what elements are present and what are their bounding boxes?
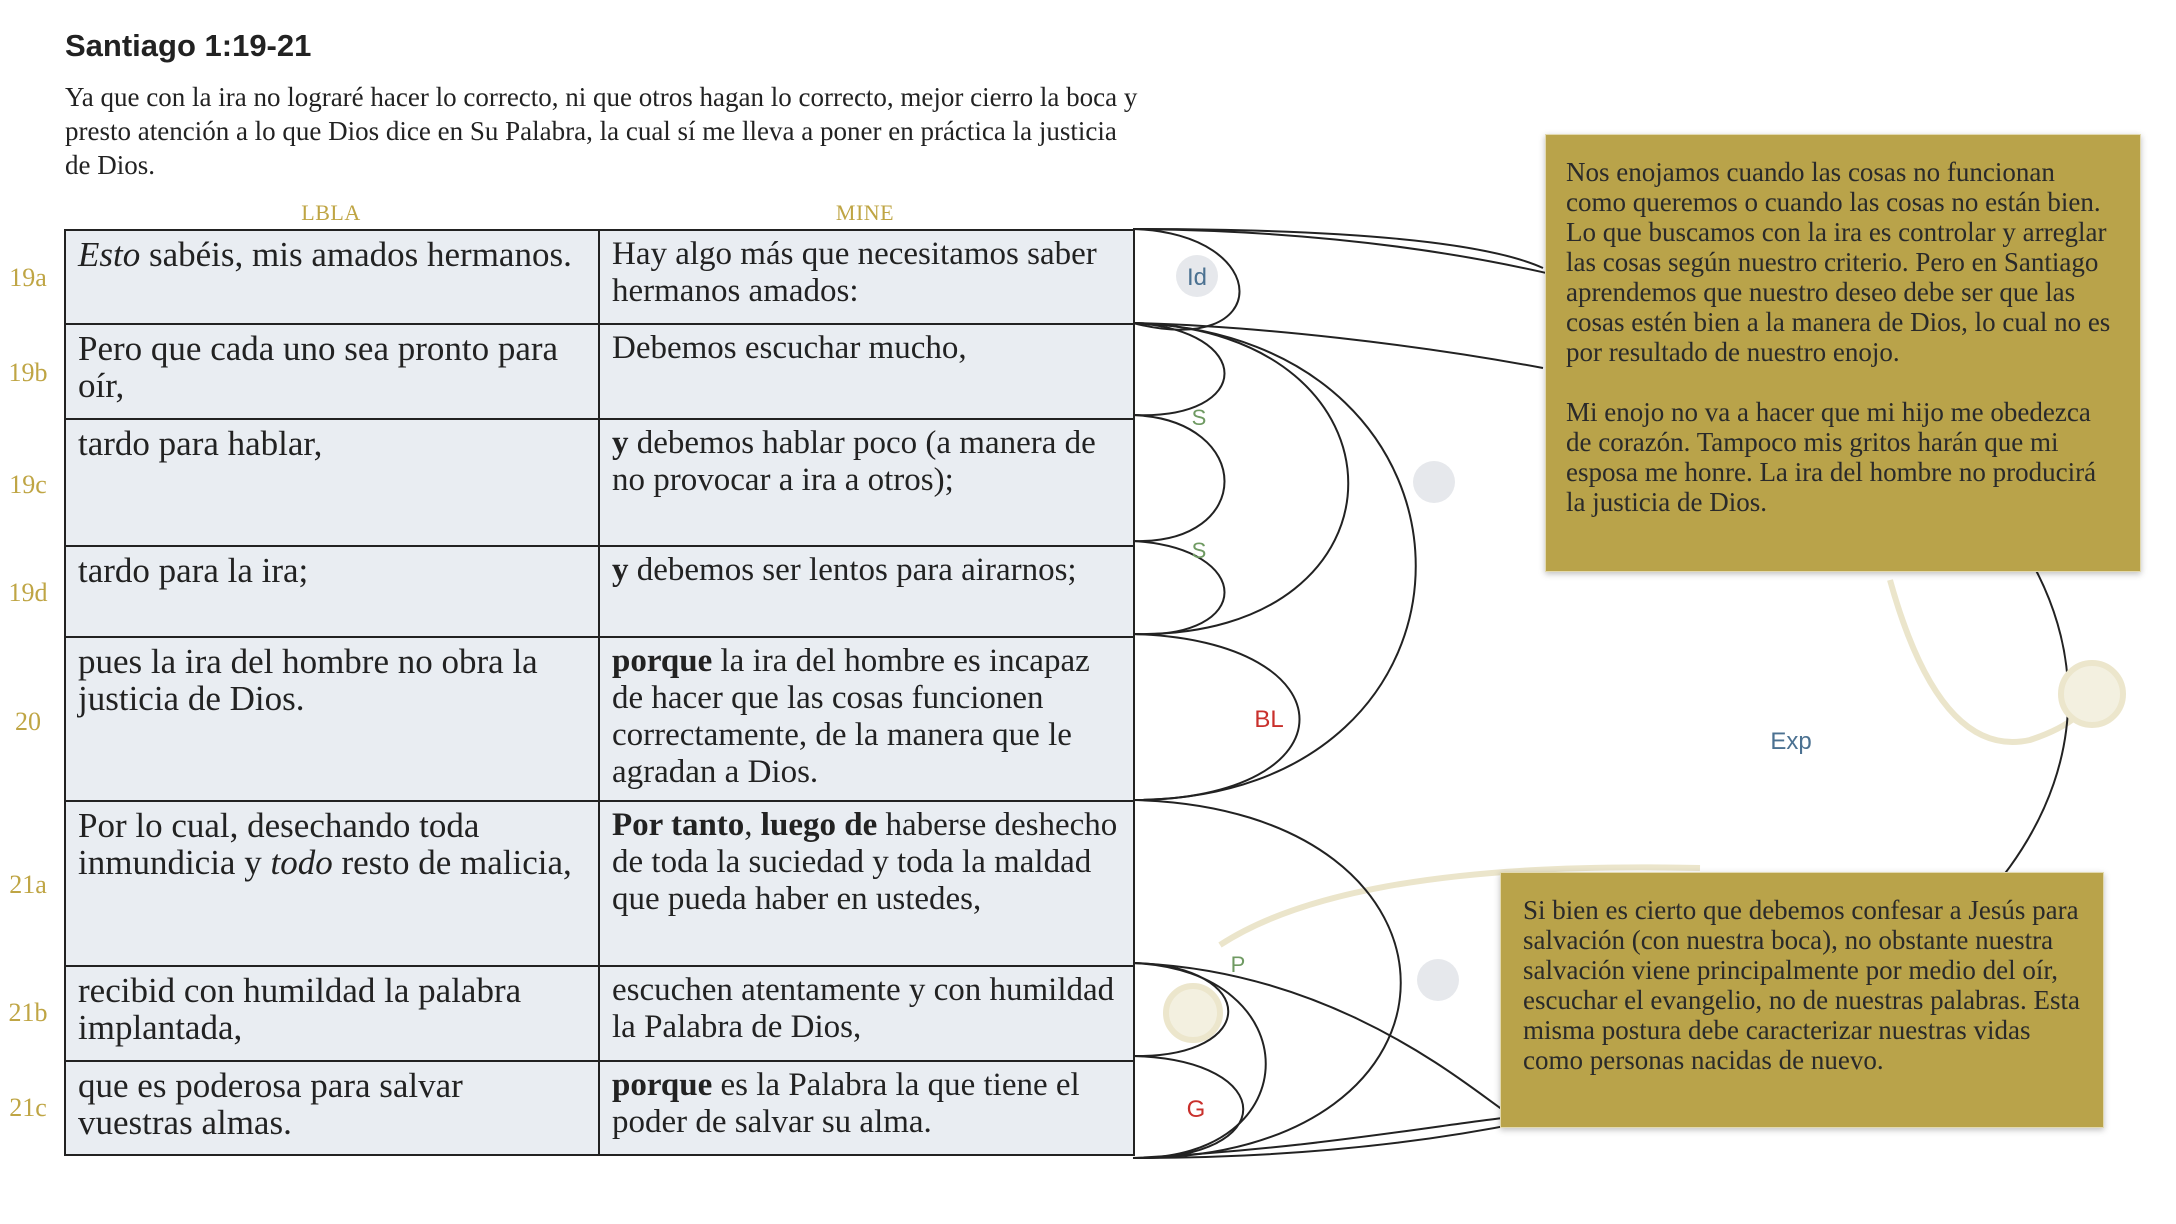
column-header-mine: MINE — [835, 200, 895, 225]
mine-cell[interactable]: y debemos hablar poco (a manera de no provocar a ira a otros); — [599, 419, 1134, 546]
lbla-cell[interactable]: tardo para la ira; — [65, 546, 599, 637]
arc-label-exp: Exp — [1770, 728, 1812, 755]
mine-cell[interactable]: Por tanto, luego de haberse deshecho de toda la suciedad y toda la maldad que pueda haber en ustedes, — [599, 801, 1134, 966]
arc-label-s: S — [1191, 405, 1207, 430]
lbla-cell[interactable]: pues la ira del hombre no obra la justicia de Dios. — [65, 637, 599, 801]
arc-s-19d — [1133, 541, 1225, 634]
verse-row — [65, 637, 1134, 801]
verse-ref-19d: 19d — [8, 578, 48, 607]
arc-label-p: P — [1230, 952, 1246, 977]
arc-s-19b-19c — [1133, 323, 1225, 415]
node-dot-highlight[interactable] — [2061, 663, 2123, 725]
lbla-cell[interactable]: que es poderosa para salvar vuestras almas. — [65, 1061, 599, 1155]
node-dot[interactable] — [1413, 461, 1455, 503]
mine-cell[interactable]: porque es la Palabra la que tiene el poder de salvar su alma. — [599, 1061, 1134, 1155]
arc-21a-21c — [1133, 800, 1401, 1158]
arc-label-id: Id — [1186, 264, 1208, 291]
lbla-cell[interactable]: tardo para hablar, — [65, 419, 599, 546]
lbla-cell[interactable]: Esto sabéis, mis amados hermanos. — [65, 230, 599, 324]
passage-summary: Ya que con la ira no lograré hacer lo correcto, ni que otros hagan lo correcto, mejor cierro la boca y presto atención a lo que Dios dice en Su Palabra, la cual sí me lleva a poner en práctica la justicia de Dios. — [65, 82, 1138, 180]
lbla-cell[interactable]: Pero que cada uno sea pronto para oír, — [65, 324, 599, 419]
arc-label-g: G — [1186, 1096, 1206, 1123]
verse-row — [65, 801, 1134, 966]
mine-cell[interactable]: Hay algo más que necesitamos saber hermanos amados: — [599, 230, 1134, 324]
arc-label-bl: BL — [1254, 706, 1284, 733]
node-dot[interactable] — [1417, 959, 1459, 1001]
note-paragraph: Nos enojamos cuando las cosas no funcionan como queremos o cuando las cosas no están bien. Lo que buscamos con la ira es controlar y arreglar las cosas según nuestro criterio. Pero en Santiago aprendemos que nuestro deseo debe ser que las cosas estén bien a la manera de Dios, lo cual no es por resultado de nuestro enojo. — [1566, 157, 2111, 367]
note-paragraph: Mi enojo no va a hacer que mi hijo me obedezca de corazón. Tampoco mis gritos harán que mi esposa me honre. La ira del hombre no producirá la justicia de Dios. — [1566, 397, 2097, 517]
mine-cell[interactable]: porque la ira del hombre es incapaz de hacer que las cosas funcionen correctamente, de la manera que le agradan a Dios. — [599, 637, 1134, 801]
mine-cell[interactable]: y debemos ser lentos para airarnos; — [599, 546, 1134, 637]
node-dot-highlight[interactable] — [1166, 986, 1220, 1040]
mine-cell[interactable]: escuchen atentamente y con humildad la Palabra de Dios, — [599, 966, 1134, 1061]
verse-ref-21b: 21b — [8, 998, 48, 1027]
verse-row — [65, 966, 1134, 1061]
column-header-lbla: LBLA — [301, 200, 361, 225]
verse-ref-19b: 19b — [8, 358, 48, 387]
verse-row — [65, 419, 1134, 546]
verse-row — [65, 546, 1134, 637]
passage-title: Santiago 1:19-21 — [65, 28, 312, 63]
mine-cell[interactable]: Debemos escuchar mucho, — [599, 324, 1134, 419]
verse-ref-20: 20 — [15, 707, 41, 736]
commentary-note-21[interactable] — [1500, 872, 2104, 1128]
verse-ref-19c: 19c — [9, 470, 47, 499]
verse-row — [65, 230, 1134, 324]
arc-label-s: S — [1191, 538, 1207, 563]
highlight-stroke — [1890, 580, 2090, 742]
lbla-cell[interactable]: recibid con humildad la palabra implantada, — [65, 966, 599, 1061]
arc-19b-19d — [1133, 323, 1348, 634]
verse-row — [65, 1061, 1134, 1155]
verse-ref-19a: 19a — [9, 263, 47, 292]
note-paragraph: Si bien es cierto que debemos confesar a Jesús para salvación (con nuestra boca), no obstante nuestra salvación viene principalmente por medio del oír, escuchar el evangelio, no de nuestras palabras. Esta misma postura debe caracterizar nuestras vidas como personas nacidas de nuevo. — [1523, 895, 2081, 1075]
arc-s-19c — [1133, 415, 1225, 541]
verse-table — [64, 229, 1135, 1156]
lbla-cell[interactable]: Por lo cual, desechando toda inmundicia y todo resto de malicia, — [65, 801, 599, 966]
verse-ref-21c: 21c — [9, 1093, 47, 1122]
commentary-note-19-20[interactable] — [1545, 134, 2141, 572]
verse-ref-21a: 21a — [9, 870, 47, 899]
verse-row — [65, 324, 1134, 419]
